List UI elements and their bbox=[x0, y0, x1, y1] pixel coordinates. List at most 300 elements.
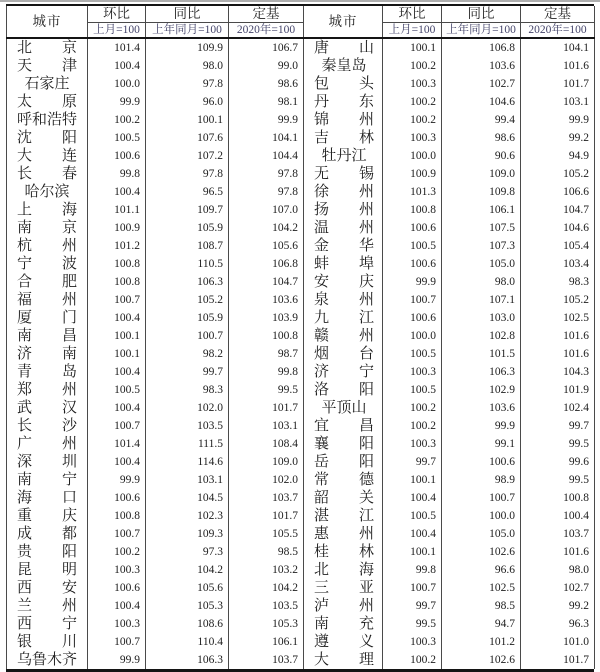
table-row bbox=[7, 291, 595, 309]
mom-value: 100.2 bbox=[88, 111, 146, 129]
base-value: 104.3 bbox=[521, 363, 595, 381]
yoy-value: 107.5 bbox=[442, 219, 521, 237]
mom-value: 100.2 bbox=[383, 417, 442, 435]
subheader-base-base-left: 2020年=100 bbox=[229, 23, 304, 39]
yoy-value: 98.9 bbox=[442, 471, 521, 489]
base-value: 97.8 bbox=[229, 165, 304, 183]
yoy-value: 101.2 bbox=[442, 633, 521, 651]
header-base-left: 定基 bbox=[229, 6, 304, 23]
city-cell-left bbox=[7, 399, 88, 417]
subheader-base-base-right: 2020年=100 bbox=[521, 23, 595, 39]
city-name: 遵 义 bbox=[314, 634, 374, 650]
subheader-yoy-base-left: 上年同月=100 bbox=[146, 23, 229, 39]
city-cell-right bbox=[304, 489, 383, 507]
city-cell-right bbox=[304, 183, 383, 201]
yoy-value: 100.7 bbox=[442, 489, 521, 507]
mom-value: 100.5 bbox=[88, 129, 146, 147]
city-name: 天 津 bbox=[17, 58, 77, 74]
mom-value: 100.2 bbox=[383, 57, 442, 75]
base-value: 98.0 bbox=[521, 561, 595, 579]
city-cell-right bbox=[304, 651, 383, 669]
city-cell-left bbox=[7, 255, 88, 273]
yoy-value: 110.5 bbox=[146, 255, 229, 273]
base-value: 109.0 bbox=[229, 453, 304, 471]
mom-value: 99.9 bbox=[383, 273, 442, 291]
city-name: 成 都 bbox=[17, 526, 77, 542]
yoy-value: 110.4 bbox=[146, 633, 229, 651]
yoy-value: 114.6 bbox=[146, 453, 229, 471]
base-value: 101.6 bbox=[521, 327, 595, 345]
table-row bbox=[7, 399, 595, 417]
data-table bbox=[6, 6, 595, 669]
city-cell-right bbox=[304, 507, 383, 525]
header-mom-right: 环比 bbox=[383, 6, 442, 23]
base-value: 105.2 bbox=[521, 291, 595, 309]
city-name: 安 庆 bbox=[314, 274, 374, 290]
base-value: 103.4 bbox=[521, 255, 595, 273]
yoy-value: 106.1 bbox=[442, 201, 521, 219]
city-name: 济 南 bbox=[17, 346, 77, 362]
table-row bbox=[7, 38, 595, 57]
mom-value: 100.2 bbox=[383, 93, 442, 111]
city-cell-right bbox=[304, 201, 383, 219]
base-value: 103.7 bbox=[229, 489, 304, 507]
mom-value: 100.7 bbox=[88, 417, 146, 435]
base-value: 98.1 bbox=[229, 93, 304, 111]
mom-value: 100.5 bbox=[383, 345, 442, 363]
yoy-value: 106.8 bbox=[442, 38, 521, 57]
city-cell-left bbox=[7, 453, 88, 471]
yoy-value: 107.6 bbox=[146, 129, 229, 147]
yoy-value: 102.3 bbox=[146, 507, 229, 525]
base-value: 103.5 bbox=[229, 597, 304, 615]
city-name: 长 春 bbox=[17, 166, 77, 182]
yoy-value: 99.7 bbox=[146, 363, 229, 381]
yoy-value: 105.0 bbox=[442, 525, 521, 543]
city-cell-right bbox=[304, 93, 383, 111]
table-row bbox=[7, 525, 595, 543]
base-value: 105.3 bbox=[229, 615, 304, 633]
yoy-value: 100.1 bbox=[146, 111, 229, 129]
city-name: 银 川 bbox=[17, 634, 77, 650]
table-row bbox=[7, 327, 595, 345]
mom-value: 100.9 bbox=[88, 219, 146, 237]
base-value: 103.7 bbox=[229, 651, 304, 669]
mom-value: 100.4 bbox=[383, 525, 442, 543]
base-value: 99.2 bbox=[521, 129, 595, 147]
base-value: 99.9 bbox=[521, 111, 595, 129]
city-cell-left bbox=[7, 615, 88, 633]
mom-value: 99.9 bbox=[88, 651, 146, 669]
base-value: 103.6 bbox=[229, 291, 304, 309]
city-cell-left bbox=[7, 597, 88, 615]
city-cell-left bbox=[7, 165, 88, 183]
mom-value: 100.7 bbox=[88, 291, 146, 309]
table-row bbox=[7, 417, 595, 435]
base-value: 100.8 bbox=[521, 489, 595, 507]
city-cell-right bbox=[304, 327, 383, 345]
city-name: 桂 林 bbox=[314, 544, 374, 560]
header-row-bases bbox=[7, 23, 595, 39]
yoy-value: 106.3 bbox=[146, 651, 229, 669]
base-value: 103.2 bbox=[229, 561, 304, 579]
city-cell-left bbox=[7, 38, 88, 57]
city-cell-left bbox=[7, 219, 88, 237]
yoy-value: 104.6 bbox=[442, 93, 521, 111]
mom-value: 100.6 bbox=[383, 219, 442, 237]
mom-value: 100.8 bbox=[88, 273, 146, 291]
yoy-value: 108.7 bbox=[146, 237, 229, 255]
city-name: 深 圳 bbox=[17, 454, 77, 470]
header-yoy-right: 同比 bbox=[442, 6, 521, 23]
city-name: 烟 台 bbox=[314, 346, 374, 362]
mom-value: 100.4 bbox=[88, 363, 146, 381]
base-value: 99.9 bbox=[229, 111, 304, 129]
mom-value: 100.9 bbox=[383, 165, 442, 183]
yoy-value: 100.7 bbox=[146, 327, 229, 345]
base-value: 99.5 bbox=[229, 381, 304, 399]
city-cell-left bbox=[7, 273, 88, 291]
city-name: 韶 关 bbox=[314, 490, 374, 506]
city-cell-right bbox=[304, 273, 383, 291]
base-value: 98.7 bbox=[229, 345, 304, 363]
mom-value: 100.2 bbox=[383, 399, 442, 417]
base-value: 105.4 bbox=[521, 237, 595, 255]
city-name: 泉 州 bbox=[314, 292, 374, 308]
yoy-value: 96.5 bbox=[146, 183, 229, 201]
city-cell-right bbox=[304, 363, 383, 381]
city-name: 乌鲁木齐 bbox=[17, 652, 78, 668]
mom-value: 100.4 bbox=[88, 183, 146, 201]
mom-value: 100.4 bbox=[88, 399, 146, 417]
mom-value: 100.5 bbox=[383, 237, 442, 255]
table-row bbox=[7, 255, 595, 273]
base-value: 99.5 bbox=[521, 471, 595, 489]
mom-value: 100.1 bbox=[88, 327, 146, 345]
city-name: 上 海 bbox=[17, 202, 77, 218]
city-cell-left bbox=[7, 651, 88, 669]
table-body bbox=[7, 38, 595, 669]
city-cell-left bbox=[7, 183, 88, 201]
yoy-value: 99.1 bbox=[442, 435, 521, 453]
city-name: 湛 江 bbox=[314, 508, 374, 524]
city-name: 福 州 bbox=[17, 292, 77, 308]
city-name: 南 充 bbox=[314, 616, 374, 632]
mom-value: 100.0 bbox=[383, 147, 442, 165]
city-cell-right bbox=[304, 165, 383, 183]
city-name: 大 连 bbox=[17, 148, 77, 164]
mom-value: 100.8 bbox=[88, 255, 146, 273]
mom-value: 100.6 bbox=[383, 255, 442, 273]
yoy-value: 102.5 bbox=[442, 579, 521, 597]
city-cell-right bbox=[304, 255, 383, 273]
table-row bbox=[7, 57, 595, 75]
mom-value: 101.4 bbox=[88, 38, 146, 57]
yoy-value: 107.3 bbox=[442, 237, 521, 255]
mom-value: 100.4 bbox=[88, 597, 146, 615]
base-value: 102.4 bbox=[521, 399, 595, 417]
mom-value: 100.6 bbox=[88, 489, 146, 507]
yoy-value: 90.6 bbox=[442, 147, 521, 165]
city-cell-right bbox=[304, 471, 383, 489]
city-cell-right bbox=[304, 219, 383, 237]
city-name: 哈尔滨 bbox=[24, 184, 70, 200]
yoy-value: 102.9 bbox=[442, 381, 521, 399]
base-value: 108.4 bbox=[229, 435, 304, 453]
city-cell-right bbox=[304, 57, 383, 75]
mom-value: 100.5 bbox=[88, 381, 146, 399]
city-cell-left bbox=[7, 489, 88, 507]
city-name: 温 州 bbox=[314, 220, 374, 236]
city-name: 泸 州 bbox=[314, 598, 374, 614]
city-name: 宁 波 bbox=[17, 256, 77, 272]
city-name: 惠 州 bbox=[314, 526, 374, 542]
yoy-value: 98.0 bbox=[146, 57, 229, 75]
city-cell-left bbox=[7, 57, 88, 75]
base-value: 102.7 bbox=[521, 579, 595, 597]
city-cell-left bbox=[7, 129, 88, 147]
base-value: 103.7 bbox=[521, 525, 595, 543]
base-value: 99.2 bbox=[521, 597, 595, 615]
city-name: 青 岛 bbox=[17, 364, 77, 380]
city-cell-left bbox=[7, 435, 88, 453]
table-row bbox=[7, 309, 595, 327]
header-row-groups bbox=[7, 6, 595, 23]
city-cell-left bbox=[7, 507, 88, 525]
city-name: 西 安 bbox=[17, 580, 77, 596]
city-cell-right bbox=[304, 435, 383, 453]
mom-value: 100.8 bbox=[88, 507, 146, 525]
base-value: 102.5 bbox=[521, 309, 595, 327]
base-value: 104.1 bbox=[229, 129, 304, 147]
yoy-value: 94.7 bbox=[442, 615, 521, 633]
city-cell-left bbox=[7, 381, 88, 399]
city-name: 重 庆 bbox=[17, 508, 77, 524]
base-value: 106.1 bbox=[229, 633, 304, 651]
header-city-right: 城市 bbox=[304, 6, 383, 38]
yoy-value: 98.0 bbox=[442, 273, 521, 291]
page-top-divider bbox=[0, 0, 600, 2]
yoy-value: 107.2 bbox=[146, 147, 229, 165]
mom-value: 99.9 bbox=[88, 471, 146, 489]
yoy-value: 109.8 bbox=[442, 183, 521, 201]
mom-value: 99.7 bbox=[383, 453, 442, 471]
yoy-value: 103.0 bbox=[442, 309, 521, 327]
mom-value: 100.5 bbox=[383, 507, 442, 525]
yoy-value: 101.5 bbox=[442, 345, 521, 363]
header-city-left: 城市 bbox=[7, 6, 88, 38]
mom-value: 100.7 bbox=[88, 633, 146, 651]
yoy-value: 107.1 bbox=[442, 291, 521, 309]
mom-value: 100.0 bbox=[383, 327, 442, 345]
base-value: 105.2 bbox=[521, 165, 595, 183]
base-value: 103.1 bbox=[521, 93, 595, 111]
city-cell-right bbox=[304, 291, 383, 309]
mom-value: 100.3 bbox=[383, 363, 442, 381]
city-cell-left bbox=[7, 345, 88, 363]
yoy-value: 97.8 bbox=[146, 75, 229, 93]
yoy-value: 105.9 bbox=[146, 219, 229, 237]
yoy-value: 102.6 bbox=[442, 651, 521, 669]
city-cell-right bbox=[304, 237, 383, 255]
city-name: 平顶山 bbox=[321, 400, 367, 416]
yoy-value: 105.2 bbox=[146, 291, 229, 309]
city-cell-left bbox=[7, 525, 88, 543]
base-value: 103.9 bbox=[229, 309, 304, 327]
yoy-value: 109.9 bbox=[146, 38, 229, 57]
city-name: 洛 阳 bbox=[314, 382, 374, 398]
yoy-value: 105.6 bbox=[146, 579, 229, 597]
mom-value: 100.6 bbox=[88, 579, 146, 597]
city-name: 西 宁 bbox=[17, 616, 77, 632]
yoy-value: 102.6 bbox=[442, 543, 521, 561]
yoy-value: 106.3 bbox=[442, 363, 521, 381]
city-name: 唐 山 bbox=[314, 40, 374, 56]
mom-value: 100.1 bbox=[383, 543, 442, 561]
table-row bbox=[7, 651, 595, 669]
mom-value: 100.3 bbox=[383, 129, 442, 147]
yoy-value: 99.9 bbox=[442, 417, 521, 435]
city-cell-right bbox=[304, 38, 383, 57]
base-value: 104.6 bbox=[521, 219, 595, 237]
header-yoy-left: 同比 bbox=[146, 6, 229, 23]
table-row bbox=[7, 561, 595, 579]
yoy-value: 98.6 bbox=[442, 129, 521, 147]
city-name: 大 理 bbox=[314, 652, 374, 668]
base-value: 101.7 bbox=[229, 507, 304, 525]
mom-value: 100.7 bbox=[383, 579, 442, 597]
table-row bbox=[7, 471, 595, 489]
city-name: 蚌 埠 bbox=[314, 256, 374, 272]
city-cell-left bbox=[7, 93, 88, 111]
mom-value: 100.3 bbox=[383, 75, 442, 93]
city-name: 金 华 bbox=[314, 238, 374, 254]
city-cell-right bbox=[304, 597, 383, 615]
yoy-value: 105.3 bbox=[146, 597, 229, 615]
base-value: 97.8 bbox=[229, 183, 304, 201]
base-value: 99.6 bbox=[521, 453, 595, 471]
yoy-value: 104.2 bbox=[146, 561, 229, 579]
base-value: 101.7 bbox=[521, 651, 595, 669]
yoy-value: 111.5 bbox=[146, 435, 229, 453]
base-value: 99.0 bbox=[229, 57, 304, 75]
city-name: 沈 阳 bbox=[17, 130, 77, 146]
city-cell-left bbox=[7, 471, 88, 489]
mom-value: 99.9 bbox=[88, 93, 146, 111]
city-name: 南 宁 bbox=[17, 472, 77, 488]
yoy-value: 97.8 bbox=[146, 165, 229, 183]
city-cell-right bbox=[304, 129, 383, 147]
table-row bbox=[7, 219, 595, 237]
mom-value: 100.4 bbox=[383, 489, 442, 507]
mom-value: 100.3 bbox=[383, 435, 442, 453]
mom-value: 99.8 bbox=[383, 561, 442, 579]
yoy-value: 103.6 bbox=[442, 57, 521, 75]
city-cell-right bbox=[304, 381, 383, 399]
table-row bbox=[7, 363, 595, 381]
table-row bbox=[7, 93, 595, 111]
city-name: 常 德 bbox=[314, 472, 374, 488]
mom-value: 100.3 bbox=[88, 561, 146, 579]
base-value: 104.1 bbox=[521, 38, 595, 57]
city-name: 合 肥 bbox=[17, 274, 77, 290]
city-cell-right bbox=[304, 633, 383, 651]
table-row bbox=[7, 183, 595, 201]
city-name: 南 昌 bbox=[17, 328, 77, 344]
header-mom-left: 环比 bbox=[88, 6, 146, 23]
yoy-value: 108.6 bbox=[146, 615, 229, 633]
city-cell-left bbox=[7, 327, 88, 345]
table-row bbox=[7, 129, 595, 147]
table-row bbox=[7, 237, 595, 255]
city-cell-right bbox=[304, 453, 383, 471]
base-value: 100.4 bbox=[521, 507, 595, 525]
city-cell-right bbox=[304, 345, 383, 363]
table-row bbox=[7, 489, 595, 507]
city-name: 海 口 bbox=[17, 490, 77, 506]
table-row bbox=[7, 597, 595, 615]
base-value: 98.6 bbox=[229, 75, 304, 93]
base-value: 106.7 bbox=[229, 38, 304, 57]
yoy-value: 97.3 bbox=[146, 543, 229, 561]
mom-value: 100.8 bbox=[383, 201, 442, 219]
city-name: 扬 州 bbox=[314, 202, 374, 218]
city-name: 秦皇岛 bbox=[321, 58, 367, 74]
base-value: 101.7 bbox=[229, 399, 304, 417]
city-price-index-table bbox=[6, 4, 594, 672]
yoy-value: 109.3 bbox=[146, 525, 229, 543]
city-cell-right bbox=[304, 579, 383, 597]
yoy-value: 99.4 bbox=[442, 111, 521, 129]
city-cell-left bbox=[7, 237, 88, 255]
mom-value: 100.4 bbox=[88, 57, 146, 75]
yoy-value: 102.0 bbox=[146, 399, 229, 417]
yoy-value: 98.3 bbox=[146, 381, 229, 399]
city-cell-left bbox=[7, 201, 88, 219]
base-value: 106.8 bbox=[229, 255, 304, 273]
base-value: 101.0 bbox=[521, 633, 595, 651]
base-value: 104.7 bbox=[521, 201, 595, 219]
base-value: 101.6 bbox=[521, 57, 595, 75]
city-name: 杭 州 bbox=[17, 238, 77, 254]
base-value: 105.5 bbox=[229, 525, 304, 543]
mom-value: 100.5 bbox=[383, 381, 442, 399]
yoy-value: 103.1 bbox=[146, 471, 229, 489]
yoy-value: 109.0 bbox=[442, 165, 521, 183]
city-name: 武 汉 bbox=[17, 400, 77, 416]
yoy-value: 96.6 bbox=[442, 561, 521, 579]
base-value: 101.6 bbox=[521, 543, 595, 561]
table-row bbox=[7, 435, 595, 453]
city-cell-left bbox=[7, 417, 88, 435]
city-name: 岳 阳 bbox=[314, 454, 374, 470]
table-row bbox=[7, 381, 595, 399]
yoy-value: 98.5 bbox=[442, 597, 521, 615]
city-name: 吉 林 bbox=[314, 130, 374, 146]
table-row bbox=[7, 453, 595, 471]
table-row bbox=[7, 111, 595, 129]
mom-value: 100.3 bbox=[383, 633, 442, 651]
city-cell-left bbox=[7, 309, 88, 327]
base-value: 107.0 bbox=[229, 201, 304, 219]
table-row bbox=[7, 543, 595, 561]
city-cell-left bbox=[7, 75, 88, 93]
mom-value: 100.1 bbox=[383, 471, 442, 489]
table-row bbox=[7, 147, 595, 165]
city-name: 贵 阳 bbox=[17, 544, 77, 560]
city-name: 徐 州 bbox=[314, 184, 374, 200]
city-cell-left bbox=[7, 147, 88, 165]
